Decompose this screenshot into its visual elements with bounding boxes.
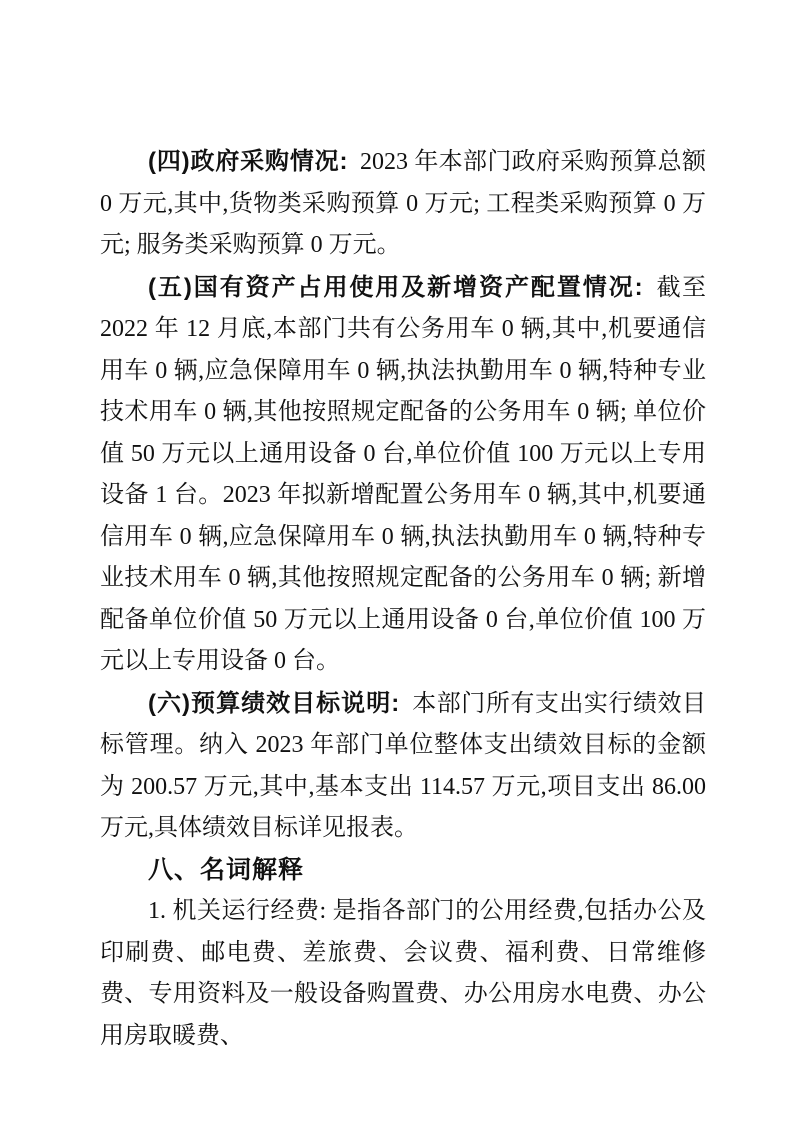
paragraph-text-operating-funds: 1. 机关运行经费: 是指各部门的公用经费,包括办公及印刷费、邮电费、差旅费、会议费、福利费、日常维修费、专用资料及一般设备购置费、办公用房水电费、办公用房取暖费、 [100, 898, 706, 1049]
paragraph-government-procurement [100, 141, 706, 267]
paragraph-lead-performance-targets: (六)预算绩效目标说明: [148, 689, 400, 717]
paragraph-definition-operating-funds [100, 891, 706, 1057]
paragraph-lead-state-assets: (五)国有资产占用使用及新增资产配置情况: [148, 273, 644, 301]
section-heading-glossary: 八、名词解释 [148, 855, 305, 884]
page-content [100, 141, 706, 1057]
paragraph-lead-procurement: (四)政府采购情况: [148, 148, 348, 175]
paragraph-state-assets [100, 267, 706, 683]
paragraph-text-state-assets: 截至 2022 年 12 月底,本部门共有公务用车 0 辆,其中,机要通信用车 0 辆,应急保障用车 0 辆,执法执勤用车 0 辆,特种专业技术用车 0 辆,其他按照规定配备的公务用车 0 辆; 单位价值 50 万元以上通用设备 0 台,单位价值 100 万元以上专用设备 1 台。2023 年拟新增配置公务用车 0 辆,其中,机要通信用车 0 辆,应急保障用车 0 辆,执法执勤用车 0 辆,特种专业技术用车 0 辆,其他按照规定配备的公务用车 0 辆; 新增配备单位价值 50 万元以上通用设备 0 台,单位价值 100 万元以上专用设备 0 台。 [100, 274, 707, 674]
paragraph-text-performance-targets: 本部门所有支出实行绩效目标管理。纳入 2023 年部门单位整体支出绩效目标的金额为 200.57 万元,其中,基本支出 114.57 万元,项目支出 86.00 万元,具体绩效目标详见报表。 [100, 690, 707, 841]
paragraph-text-procurement: 2023 年本部门政府采购预算总额 0 万元,其中,货物类采购预算 0 万元; 工程类采购预算 0 万元; 服务类采购预算 0 万元。 [100, 149, 706, 258]
paragraph-performance-targets [100, 683, 706, 850]
